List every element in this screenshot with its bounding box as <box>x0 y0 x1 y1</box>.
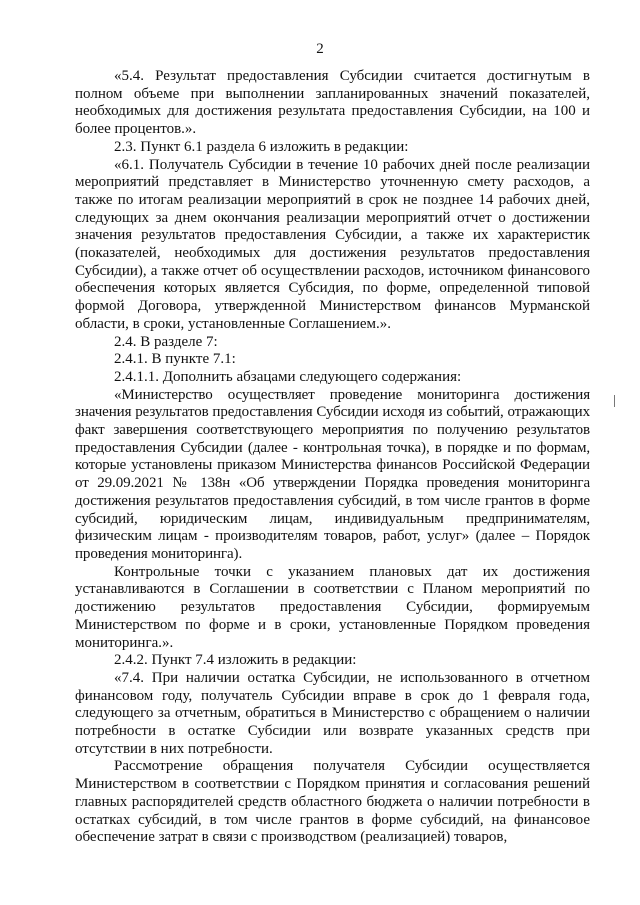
paragraph-5-4: «5.4. Результат предоставления Субсидии считается достигнутым в полном объеме при выполнении запланированных значений показателей, необходимых для достижения результата предоставления Субсидии, на 100 и более процентов.». <box>75 68 590 138</box>
document-body <box>75 68 590 847</box>
paragraph-review: Рассмотрение обращения получателя Субсидии осуществляется Министерством в соответствии с Порядком принятия и согласования решений главных распорядителей средств областного бюджета о наличии потребности в остатках субсидий, в том числе грантов в форме субсидий, на финансовое обеспечение затрат в связи с производством (реализацией) товаров, <box>75 758 590 846</box>
paragraph-2-4-1: 2.4.1. В пункте 7.1: <box>114 351 236 368</box>
paragraph-6-1: «6.1. Получатель Субсидии в течение 10 рабочих дней после реализации мероприятий представляет в Министерство уточненную смету расходов, а также по итогам реализации мероприятий в срок не позднее 14 рабочих дней, следующих за днем окончания реализации мероприятий отчет о достижении значения результатов предоставления Субсидии, а также их характеристик (показателей, необходимых для достижения результатов предоставления Субсидии), а также отчет об осуществлении расходов, источником финансового обеспечения которых является Субсидия, по форме, определенной типовой формой Договора, утвержденной Министерством финансов Мурманской области, в сроки, установленные Соглашением.». <box>75 156 590 332</box>
paragraph-2-3: 2.3. Пункт 6.1 раздела 6 изложить в редакции: <box>114 138 409 155</box>
page-number: 2 <box>316 41 324 57</box>
paragraph-monitoring: «Министерство осуществляет проведение мониторинга достижения значения результатов предоставления Субсидии исходя из событий, отражающих факт завершения соответствующего мероприятия по получению результатов предоставления Субсидии (далее - контрольная точка), в порядке и по формам, которые установлены приказом Министерства финансов Российской Федерации от 29.09.2021 № 138н «Об утверждении Порядка проведения мониторинга достижения результатов предоставления субсидий, в том числе грантов в форме субсидий, юридическим лицам, индивидуальным предпринимателям, физическим лицам - производителям товаров, работ, услуг» (далее – Порядок проведения мониторинга). <box>75 386 590 562</box>
margin-mark <box>614 395 615 407</box>
paragraph-2-4-2: 2.4.2. Пункт 7.4 изложить в редакции: <box>114 652 357 669</box>
paragraph-7-4: «7.4. При наличии остатка Субсидии, не использованного в отчетном финансовом году, получатель Субсидии вправе в срок до 1 февраля года, следующего за отчетным, обратиться в Министерство с обращением о наличии потребности в остатке Субсидии или возврате указанных средств при отсутствии в них потребности. <box>75 669 590 757</box>
paragraph-control-points: Контрольные точки с указанием плановых дат их достижения устанавливаются в Соглашении в соответствии с Планом мероприятий по достижению результатов предоставления Субсидии, формируемым Министерством по форме и в сроки, установленные Порядком проведения мониторинга.». <box>75 563 590 651</box>
paragraph-2-4: 2.4. В разделе 7: <box>114 333 218 350</box>
paragraph-2-4-1-1: 2.4.1.1. Дополнить абзацами следующего содержания: <box>114 368 462 385</box>
